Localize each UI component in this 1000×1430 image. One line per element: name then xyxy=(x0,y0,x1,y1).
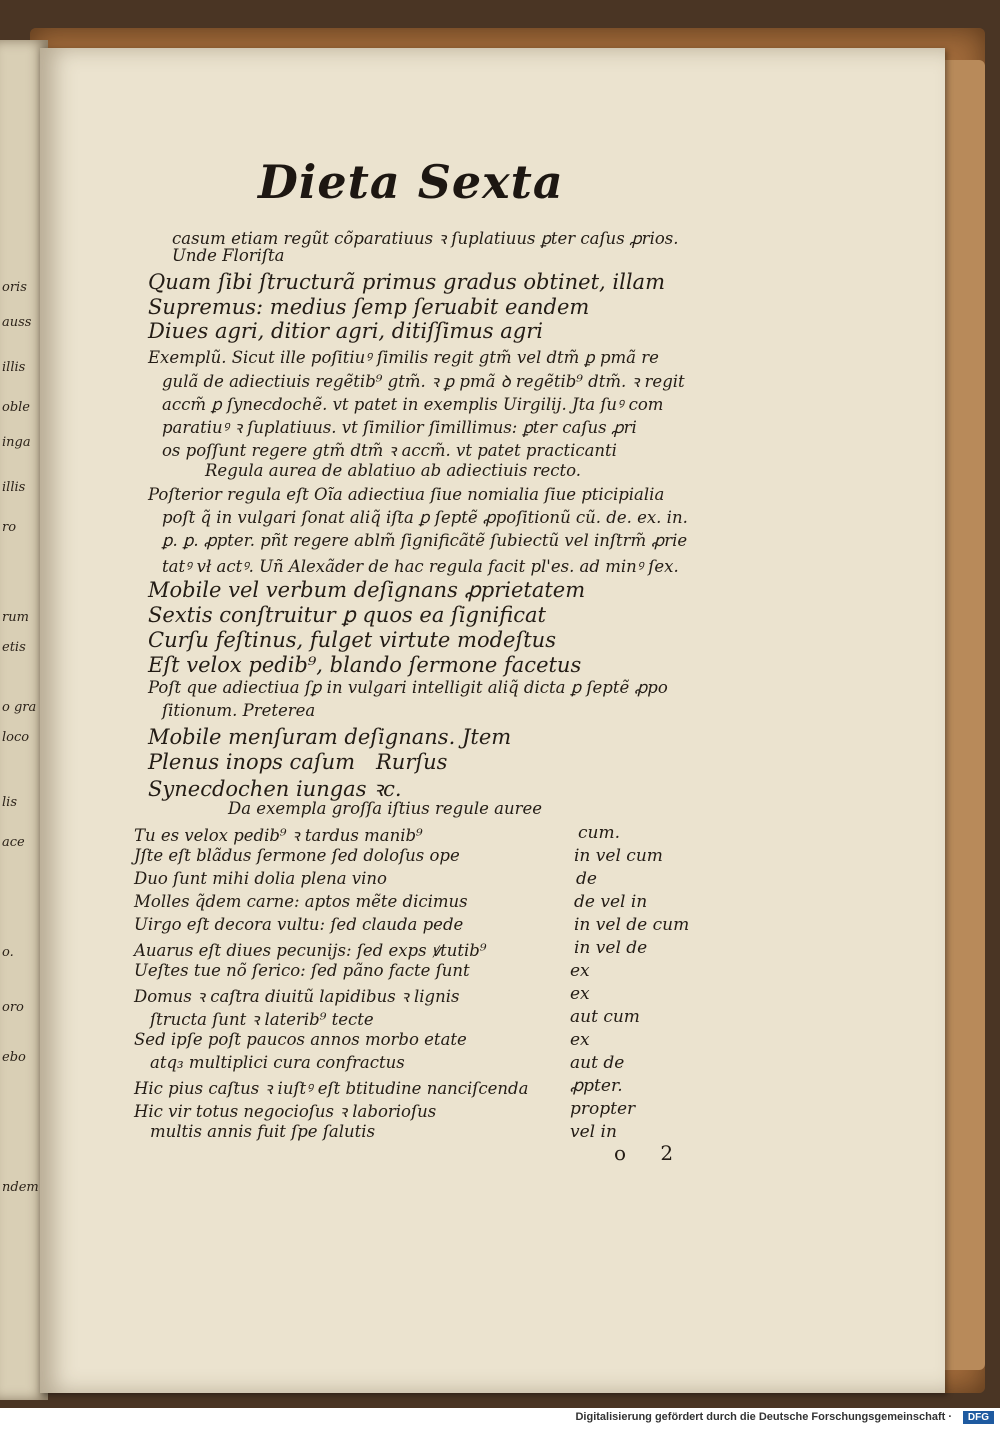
text-line: paratiuꝰ ꝛ ſuplatiuus. vt ſimilior ſimillimus: ꝑter caſus ꝓri xyxy=(162,418,637,437)
text-line: Quam ſibi ſtructurã primus gradus obtinet, illam xyxy=(148,270,665,294)
funding-notice: Digitalisierung gefördert durch die Deutsche Forschungsgemeinschaft · xyxy=(575,1411,952,1423)
text-line: Mobile vel verbum deſignans ꝓprietatem xyxy=(148,578,586,602)
left-fragment: loco xyxy=(2,730,30,745)
text-line: Supremus: medius ſemp ſeruabit eandem xyxy=(148,295,590,319)
left-fragment: etis xyxy=(2,640,26,655)
left-fragment: oble xyxy=(2,400,30,415)
text-line: Jtem xyxy=(462,725,512,749)
left-fragment: ace xyxy=(2,835,25,850)
margin-note: ꝓpter. xyxy=(570,1076,623,1096)
margin-note: ex xyxy=(570,961,590,981)
text-line: Hic vir totus negocioſus ꝛ laborioſus xyxy=(134,1102,437,1121)
text-line: Eſt velox pedib⁹, blando ſermone facetus xyxy=(148,653,582,677)
left-fragment: o. xyxy=(2,945,14,960)
text-line: gulã de adiectiuis regẽtib⁹ gtm̃. ꝛ ꝑ pmã ꝺ regẽtib⁹ dtm̃. ꝛ regit xyxy=(162,372,685,391)
text-line: atq₃ multiplici cura confractus xyxy=(150,1053,405,1072)
margin-note: de vel in xyxy=(574,892,648,912)
left-fragment: lis xyxy=(2,795,17,810)
text-line: tatꝰ vł actꝰ. Uñ Alexãder de hac regula facit pl'es. ad minꝰ ſex. xyxy=(162,557,679,576)
text-line: Diues agri, ditior agri, ditiſſimus agri xyxy=(148,319,543,343)
margin-note: aut de xyxy=(570,1053,625,1073)
text-line: Regula aurea de ablatiuo ab adiectiuis recto. xyxy=(205,461,581,480)
text-line: Curſu feſtinus, fulget virtute modeſtus xyxy=(148,628,556,652)
footer-banner xyxy=(0,1408,1000,1430)
left-fragment: ebo xyxy=(2,1050,26,1065)
left-fragment: oris xyxy=(2,280,27,295)
left-fragment: oro xyxy=(2,1000,24,1015)
text-line: Jſte eſt blãdus ſermone ſed doloſus ope xyxy=(134,846,460,865)
text-line: ꝑ. ꝑ. ꝓpter. pñt regere ablm̃ ſignificãtẽ ſubiectũ vel inſtrm̃ ꝓrie xyxy=(162,531,688,550)
left-fragment: auss xyxy=(2,315,32,330)
signature-mark: o 2 xyxy=(614,1141,688,1165)
text-line: Sed ipſe poſt paucos annos morbo etate xyxy=(134,1030,467,1049)
text-line: casum etiam regũt cõparatiuus ꝛ ſuplatiuus ꝑter caſus ꝓrios. xyxy=(172,229,679,248)
text-line: Unde Floriſta xyxy=(172,246,285,265)
text-line: Poſt que adiectiua ſꝑ in vulgari intelligit aliq̃ dicta ꝑ ſeptẽ ꝓpo xyxy=(148,678,668,697)
text-line: Tu es velox pedib⁹ ꝛ tardus manib⁹ xyxy=(134,826,423,845)
text-line: ſtructa ſunt ꝛ laterib⁹ tecte xyxy=(150,1010,374,1029)
text-line: multis annis fuit ſpe ſalutis xyxy=(150,1122,376,1141)
text-line: Poſterior regula eſt Oĩa adiectiua ſiue nomialia ſiue pticipialia xyxy=(148,485,665,504)
left-fragment: inga xyxy=(2,435,31,450)
text-line: Ueſtes tue nõ ſerico: ſed pãno facte ſunt xyxy=(134,961,470,980)
margin-note: vel in xyxy=(570,1122,617,1142)
dfg-logo: DFG xyxy=(963,1411,994,1424)
text-line: os poſſunt regere gtm̃ dtm̃ ꝛ accm̃. vt patet practicanti xyxy=(162,441,617,460)
text-line: Uirgo eſt decora vultu: ſed clauda pede xyxy=(134,915,464,934)
margin-note: in vel cum xyxy=(574,846,663,866)
left-fragment: ro xyxy=(2,520,17,535)
left-fragment: illis xyxy=(2,480,26,495)
text-line: Molles q̃dem carne: aptos mẽte dicimus xyxy=(134,892,468,911)
text-line: Domus ꝛ caſtra diuitũ lapidibus ꝛ lignis xyxy=(134,987,460,1006)
left-fragment: illis xyxy=(2,360,26,375)
left-fragment: rum xyxy=(2,610,29,625)
page-heading: Dieta Sexta xyxy=(258,155,564,209)
text-line: ſitionum. Preterea xyxy=(162,701,316,720)
margin-note: cum. xyxy=(578,823,620,843)
text-line: Rurſus xyxy=(376,750,448,774)
text-line: Mobile menſuram deſignans. xyxy=(148,725,456,749)
text-line: Exemplũ. Sicut ille poſitiuꝰ ſimilis regit gtm̃ vel dtm̃ ꝑ pmã re xyxy=(148,348,659,367)
margin-note: aut cum xyxy=(570,1007,640,1027)
text-line: Sextis conſtruitur ꝑ quos ea ſignificat xyxy=(148,603,546,627)
text-line: Plenus inops caſum xyxy=(148,750,356,774)
margin-note: ex xyxy=(570,984,590,1004)
left-fragment: ndem xyxy=(2,1180,39,1195)
margin-note: ex xyxy=(570,1030,590,1050)
margin-note: in vel de cum xyxy=(574,915,690,935)
text-line: accm̃ ꝑ ſynecdochẽ. vt patet in exemplis Uirgilij. Jta ſuꝰ com xyxy=(162,395,664,414)
text-line: Duo ſunt mihi dolia plena vino xyxy=(134,869,387,888)
text-line: Auarus eſt diues pecunijs: ſed exps ꝟtutib⁹ xyxy=(134,941,487,960)
margin-note: in vel de xyxy=(574,938,648,958)
margin-note: propter xyxy=(570,1099,636,1119)
text-line: poſt q̃ in vulgari ſonat aliq̃ iſta ꝑ ſeptẽ ꝓpoſitionũ cũ. de. ex. in. xyxy=(162,508,688,527)
margin-note: de xyxy=(576,869,597,889)
text-line: Hic pius caſtus ꝛ iuſtꝰ eſt btitudine nanciſcenda xyxy=(134,1079,529,1098)
text-line: Synecdochen iungas ꝛc. xyxy=(148,777,402,801)
text-line: Da exempla groſſa iſtius regule auree xyxy=(228,799,543,818)
left-fragment: o gra xyxy=(2,700,37,715)
